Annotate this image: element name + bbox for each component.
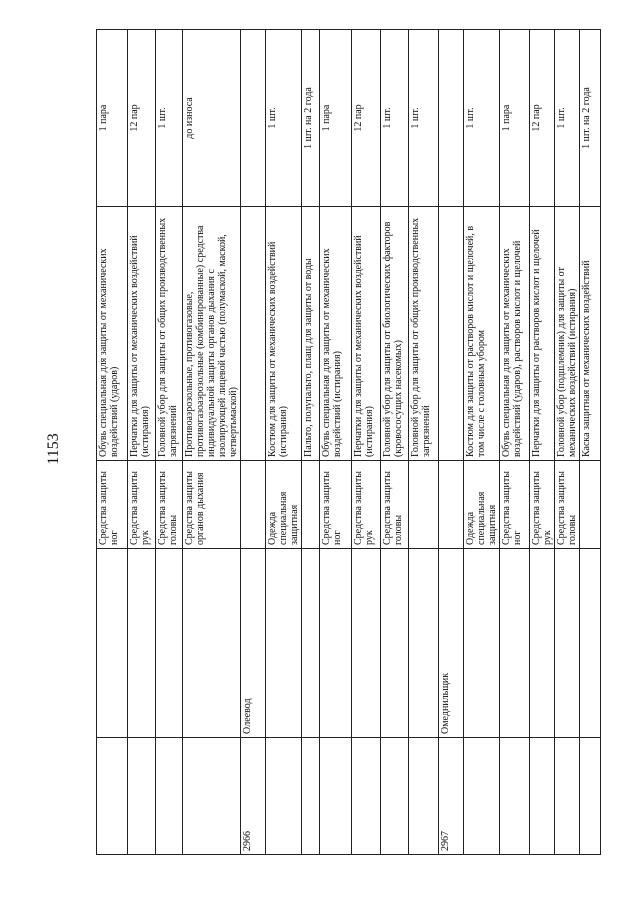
table-row (580, 30, 601, 855)
profession-cell (266, 549, 302, 738)
issue-norm-cell: 12 пар (530, 30, 555, 207)
ppe-item-cell: Перчатки для защиты от механических воздействий (истирания) (128, 207, 156, 461)
row-number-cell: 2966 (241, 738, 266, 855)
profession-cell (128, 549, 156, 738)
ppe-category-cell (439, 461, 464, 549)
table-row (352, 30, 381, 855)
table-row (530, 30, 555, 855)
ppe-item-cell: Перчатки для защиты от растворов кислот и щелочей (530, 207, 555, 461)
table-row (97, 30, 128, 855)
issue-norm-cell: 1 пара (320, 30, 352, 207)
table-row (555, 30, 580, 855)
profession-cell (464, 549, 500, 738)
row-number-cell (381, 738, 409, 855)
ppe-norms-table (96, 29, 601, 855)
ppe-category-cell: Средства защиты ног (320, 461, 352, 549)
ppe-category-cell: Одежда специальная защитная (464, 461, 500, 549)
issue-norm-cell: 1 шт. (381, 30, 409, 207)
ppe-category-cell (241, 461, 266, 549)
ppe-item-cell: Пальто, полупальто, плащ для защиты от воды (302, 207, 320, 461)
table-body (97, 30, 601, 855)
row-number-cell (128, 738, 156, 855)
ppe-category-cell (302, 461, 320, 549)
ppe-category-cell: Средства защиты ног (97, 461, 128, 549)
profession-cell (381, 549, 409, 738)
ppe-category-cell: Средства защиты ног (500, 461, 530, 549)
ppe-item-cell: Головной убор (подшлемник) для защиты от механических воздействий (истирания) (555, 207, 580, 461)
issue-norm-cell: 1 шт. (156, 30, 183, 207)
table-row (439, 30, 464, 855)
profession-cell (530, 549, 555, 738)
rotated-table-container (96, 65, 592, 855)
ppe-item-cell: Противоаэрозольные, противогазовые, противогазоаэрозольные (комбинированные) средства индивидуальной защиты органов дыхания с изолирующей лицевой частью (полумаской, маской, четвертьмаской) (183, 207, 241, 461)
ppe-item-cell: Обувь специальная для защиты от механических воздействий (истирания) (320, 207, 352, 461)
ppe-item-cell: Обувь специальная для защиты от механических воздействий (ударов), растворов кислот и щелочей (500, 207, 530, 461)
ppe-category-cell: Средства защиты головы (555, 461, 580, 549)
table-row (500, 30, 530, 855)
table-row (241, 30, 266, 855)
profession-cell (580, 549, 601, 738)
ppe-category-cell: Одежда специальная защитная (266, 461, 302, 549)
ppe-category-cell (409, 461, 439, 549)
row-number-cell (183, 738, 241, 855)
issue-norm-cell (241, 30, 266, 207)
row-number-cell (500, 738, 530, 855)
row-number-cell (580, 738, 601, 855)
row-number-cell (530, 738, 555, 855)
ppe-category-cell (580, 461, 601, 549)
page-number: 1153 (45, 433, 62, 465)
ppe-category-cell: Средства защиты рук (352, 461, 381, 549)
ppe-item-cell (241, 207, 266, 461)
ppe-item-cell: Головной убор для защиты от общих производственных загрязнений (409, 207, 439, 461)
row-number-cell (302, 738, 320, 855)
profession-cell (409, 549, 439, 738)
ppe-item-cell: Каска защитная от механических воздействий (580, 207, 601, 461)
ppe-item-cell: Перчатки для защиты от механических воздействий (истирания) (352, 207, 381, 461)
ppe-item-cell: Головной убор для защиты от биологических факторов (кровососущих насекомых) (381, 207, 409, 461)
ppe-item-cell: Обувь специальная для защиты от механических воздействий (ударов) (97, 207, 128, 461)
row-number-cell (156, 738, 183, 855)
ppe-category-cell: Средства защиты органов дыхания (183, 461, 241, 549)
profession-cell: Омеднильщик (439, 549, 464, 738)
table-row (183, 30, 241, 855)
profession-cell: Олеевод (241, 549, 266, 738)
issue-norm-cell (439, 30, 464, 207)
issue-norm-cell: 1 пара (97, 30, 128, 207)
ppe-category-cell: Средства защиты головы (156, 461, 183, 549)
ppe-category-cell: Средства защиты головы (381, 461, 409, 549)
profession-cell (302, 549, 320, 738)
table-row (381, 30, 409, 855)
row-number-cell (266, 738, 302, 855)
issue-norm-cell: 1 шт. на 2 года (302, 30, 320, 207)
ppe-item-cell: Головной убор для защиты от общих производственных загрязнений (156, 207, 183, 461)
profession-cell (97, 549, 128, 738)
row-number-cell (320, 738, 352, 855)
issue-norm-cell: 1 пара (500, 30, 530, 207)
table-row (266, 30, 302, 855)
profession-cell (156, 549, 183, 738)
ppe-item-cell: Костюм для защиты от механических воздействий (истирания) (266, 207, 302, 461)
ppe-category-cell: Средства защиты рук (128, 461, 156, 549)
table-row (320, 30, 352, 855)
row-number-cell (555, 738, 580, 855)
table-row (128, 30, 156, 855)
issue-norm-cell: 1 шт. на 2 года (580, 30, 601, 207)
profession-cell (183, 549, 241, 738)
issue-norm-cell: 1 шт. (555, 30, 580, 207)
ppe-item-cell: Костюм для защиты от растворов кислот и щелочей, в том числе с головным убором (464, 207, 500, 461)
table-row (464, 30, 500, 855)
row-number-cell: 2967 (439, 738, 464, 855)
row-number-cell (464, 738, 500, 855)
profession-cell (555, 549, 580, 738)
row-number-cell (409, 738, 439, 855)
issue-norm-cell: 12 пар (128, 30, 156, 207)
ppe-item-cell (439, 207, 464, 461)
issue-norm-cell: 1 шт. (409, 30, 439, 207)
ppe-category-cell: Средства защиты рук (530, 461, 555, 549)
issue-norm-cell: 12 пар (352, 30, 381, 207)
issue-norm-cell: 1 шт. (266, 30, 302, 207)
row-number-cell (352, 738, 381, 855)
table-viewport (96, 65, 592, 855)
table-row (302, 30, 320, 855)
row-number-cell (97, 738, 128, 855)
profession-cell (320, 549, 352, 738)
profession-cell (500, 549, 530, 738)
profession-cell (352, 549, 381, 738)
table-row (156, 30, 183, 855)
issue-norm-cell: 1 шт. (464, 30, 500, 207)
table-row (409, 30, 439, 855)
issue-norm-cell: до износа (183, 30, 241, 207)
